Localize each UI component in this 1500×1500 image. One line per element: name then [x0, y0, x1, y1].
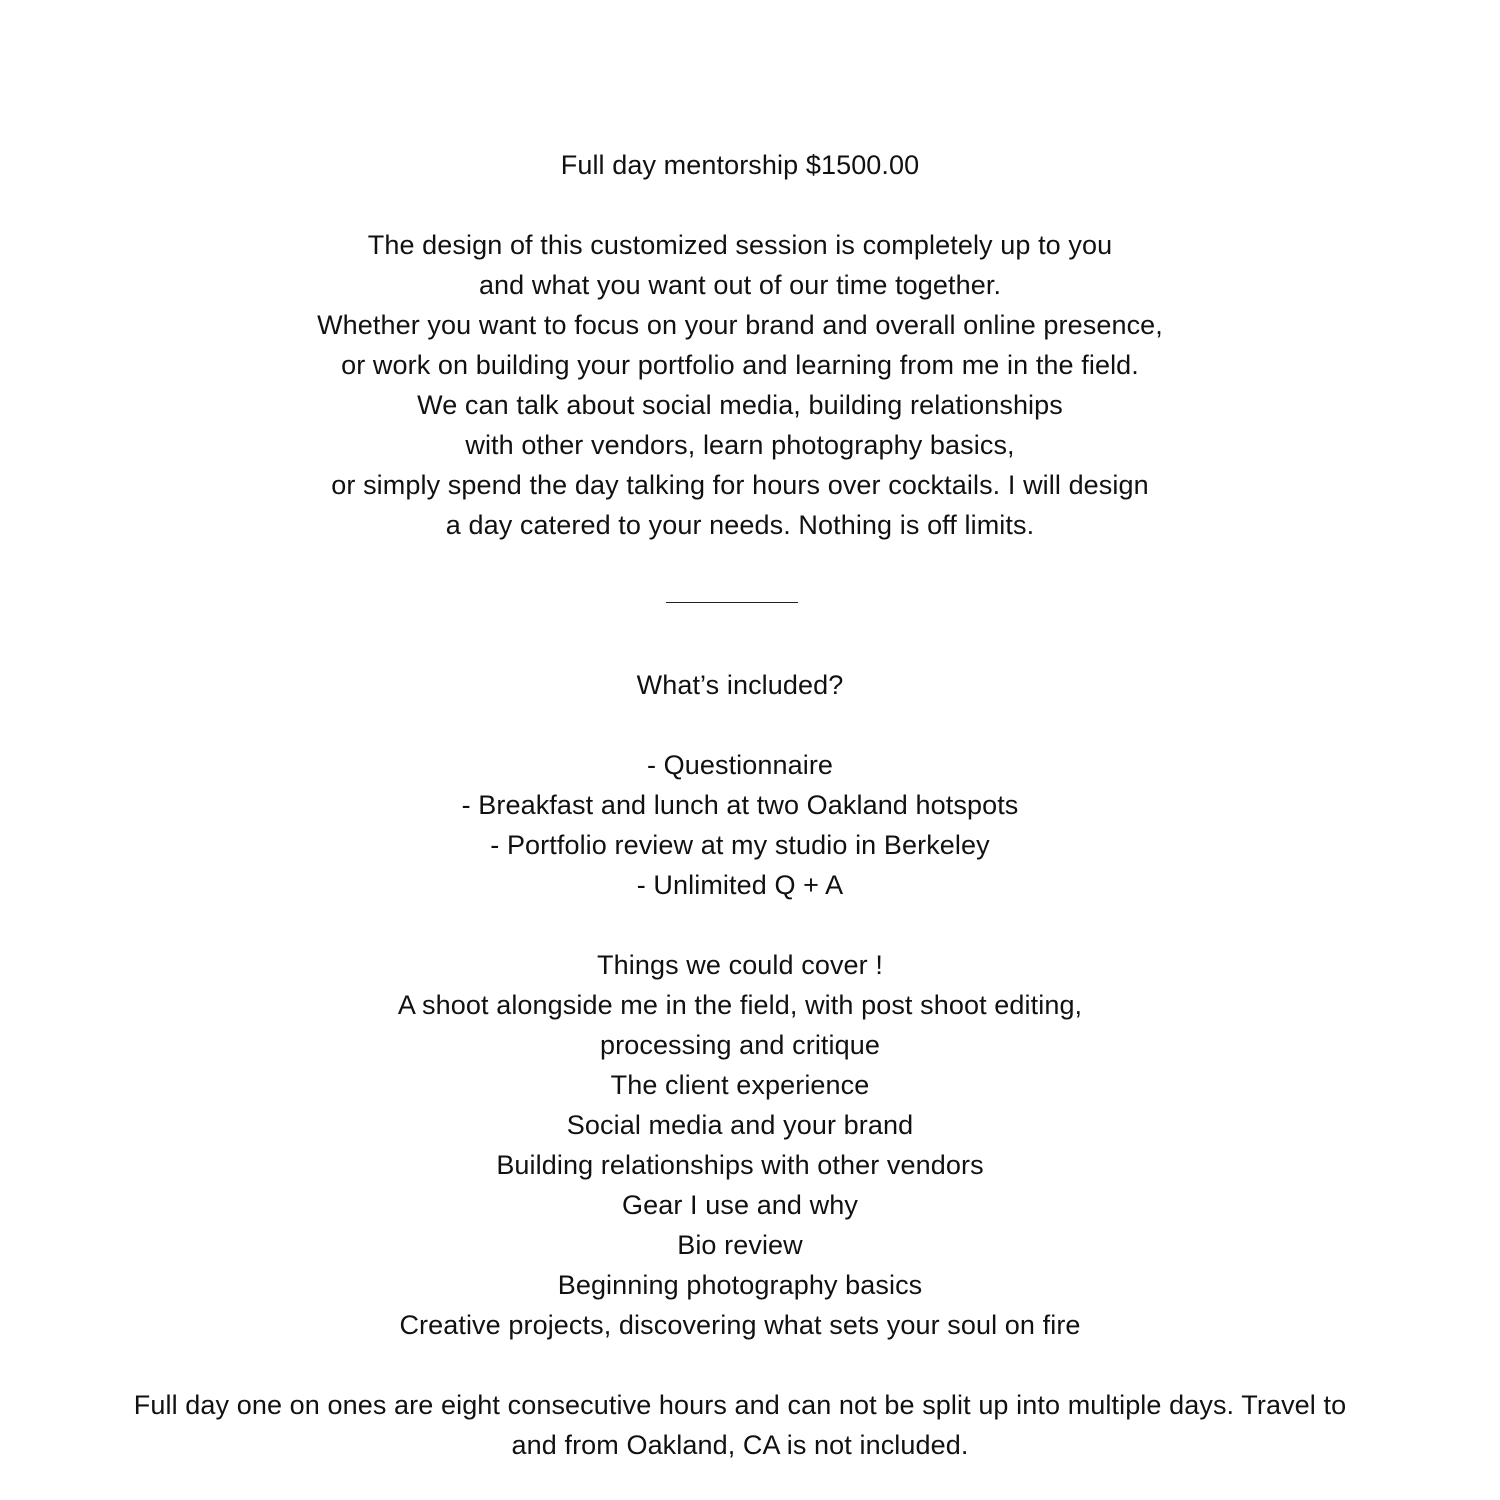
intro-line: The design of this customized session is completely up to you	[367, 230, 1113, 260]
list-item: Beginning photography basics	[557, 1270, 923, 1300]
list-item: Social media and your brand	[566, 1110, 914, 1140]
list-item: Building relationships with other vendors	[496, 1150, 984, 1180]
intro-line: or simply spend the day talking for hours over cocktails. I will design	[331, 470, 1149, 500]
list-item: Creative projects, discovering what sets your soul on fire	[399, 1310, 1081, 1340]
included-heading: What’s included?	[636, 670, 844, 700]
list-item: Bio review	[677, 1230, 803, 1260]
intro-line: or work on building your portfolio and learning from me in the field.	[341, 350, 1139, 380]
list-item: Gear I use and why	[622, 1190, 858, 1220]
page-title: Full day mentorship $1500.00	[560, 150, 920, 180]
list-item: - Unlimited Q + A	[636, 870, 844, 900]
footer-line: Full day one on ones are eight consecutive hours and can not be split up into multiple days. Travel to	[133, 1390, 1347, 1420]
list-item: The client experience	[610, 1070, 870, 1100]
list-item: - Breakfast and lunch at two Oakland hotspots	[461, 790, 1019, 820]
list-item: A shoot alongside me in the field, with post shoot editing,	[397, 990, 1083, 1020]
list-item: processing and critique	[600, 1030, 880, 1060]
list-item: - Questionnaire	[646, 750, 834, 780]
topics-heading: Things we could cover !	[597, 950, 883, 980]
section-divider	[666, 602, 798, 603]
intro-line: Whether you want to focus on your brand and overall online presence,	[317, 310, 1163, 340]
intro-line: a day catered to your needs. Nothing is off limits.	[445, 510, 1035, 540]
list-item: - Portfolio review at my studio in Berkeley	[490, 830, 990, 860]
intro-line: with other vendors, learn photography basics,	[465, 430, 1015, 460]
footer-line: and from Oakland, CA is not included.	[511, 1430, 969, 1460]
intro-line: and what you want out of our time together.	[478, 270, 1002, 300]
intro-line: We can talk about social media, building relationships	[417, 390, 1063, 420]
